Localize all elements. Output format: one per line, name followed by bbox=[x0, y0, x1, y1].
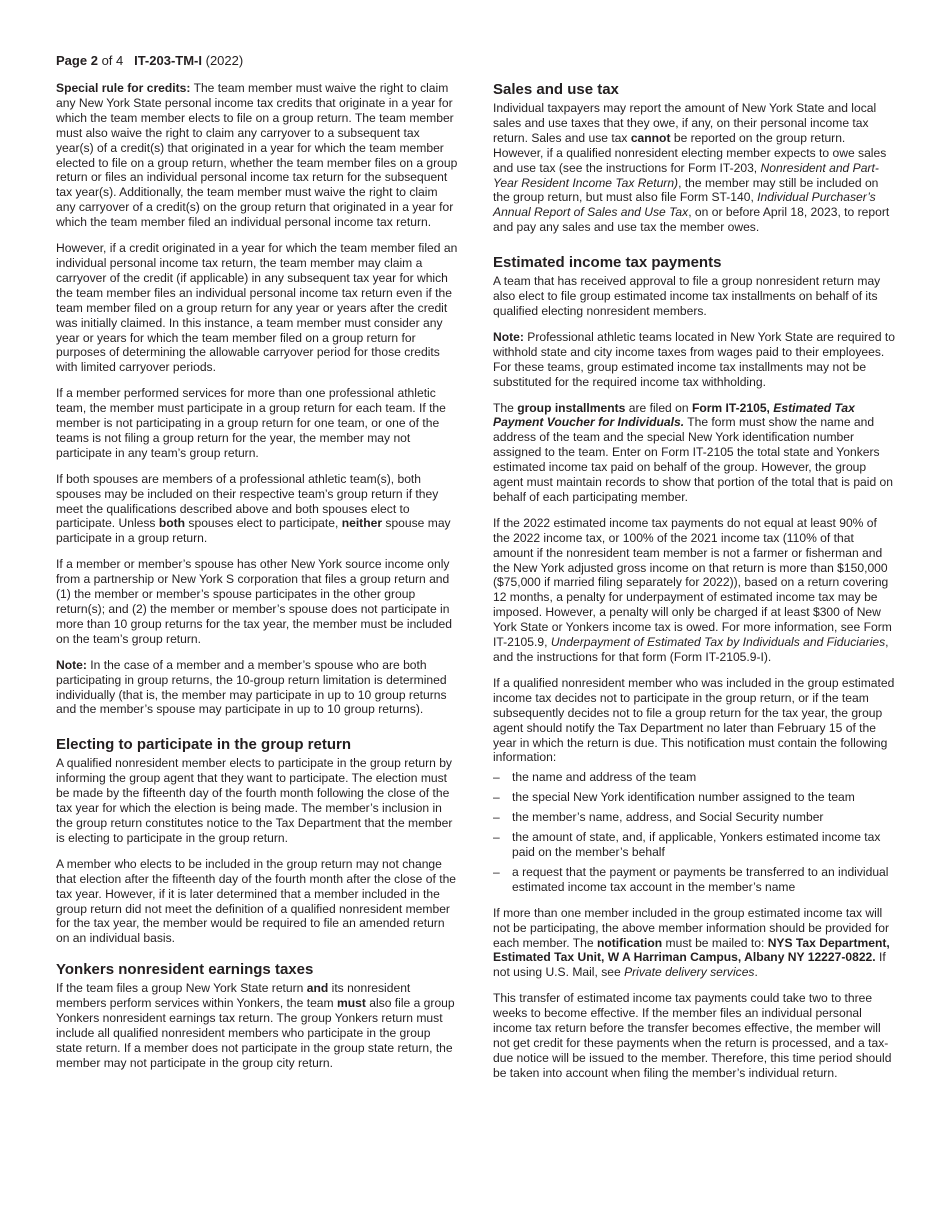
electing-paragraph-2: A member who elects to be included in the group return may not change that election after the fifteenth day of the fourth month after the close of the tax year. However, if it is later determined that a member included in the group return did not meet the definition of a qualified nonresident member for the tax year, the member would be required to file an amended return on an individual basis. bbox=[56, 856, 457, 946]
list-item: – the member’s name, address, and Social Security number bbox=[493, 810, 896, 825]
page-of: of 4 bbox=[101, 53, 124, 68]
other-source-paragraph: If a member or member’s spouse has other New York source income only from a partnership or New York S corporation that files a group return and (1) the member or member’s spouse participates in the other group return(s); and (2) the member or member’s spouse does not participate in more than 10 group returns for the tax year, the member must be included on the team’s group return. bbox=[56, 557, 452, 646]
page-label: Page bbox=[56, 53, 88, 68]
estimated-paragraph-1: A team that has received approval to file a group nonresident return may also elect to file group estimated income tax installments on behalf of its qualified electing nonresident members. bbox=[493, 274, 881, 318]
yonkers-paragraph: If the team files a group New York State return and its nonresident members perform services within Yonkers, the team must also file a group Yonkers nonresident earnings tax return. The group Yonkers return must include all qualified nonresident members who participate in the group state return. If a member does not participate in the group state return, the member may not participate in the group city return. bbox=[56, 981, 455, 1070]
list-item: – the amount of state, and, if applicable, Yonkers estimated income tax paid on the member’s behalf bbox=[493, 830, 896, 860]
mailing-paragraph: If more than one member included in the group estimated income tax will not be participating, the above member information should be provided for each member. The notification must be mailed to: NYS Tax Department, Estimated Tax Unit, W A Harriman Campus, Albany NY 12227-0822. If not using U.S. Mail, see Private delivery services. bbox=[493, 905, 890, 980]
spouses-paragraph: If both spouses are members of a professional athletic team(s), both spouses may be included on their respective team’s group return if they meet the qualifications described above and both spouses elect to participate. Unless both spouses elect to participate, neither spouse may participate in a group return. bbox=[56, 471, 451, 546]
list-item: – the name and address of the team bbox=[493, 770, 896, 785]
page-number: 2 bbox=[90, 53, 98, 68]
estimated-heading: Estimated income tax payments bbox=[493, 254, 722, 272]
multiple-teams-paragraph: If a member performed services for more than one professional athletic team, the member must participate in a group return for each team. If the member is not participating in a group return for one team, or one of the teams is not filing a group return for the year, the member may not participate in any team’s group return. bbox=[56, 386, 446, 460]
sales-paragraph: Individual taxpayers may report the amount of New York State and local sales and use taxes that they owe, if any, on their personal income tax return. Sales and use tax cannot be reported on the group return. However, if a qualified nonresident electing member expects to owe sales and use tax (see the instructions for Form IT-203, Nonresident and Part-Year Resident Income Tax Return), the member may still be included on the group return, but must also file Form ST-140, Individual Purchaser’s Annual Report of Sales and Use Tax, on or before April 18, 2023, to report and pay any sales and use tax the member owes. bbox=[493, 101, 890, 235]
list-item: – the special New York identification number assigned to the team bbox=[493, 790, 896, 805]
credits-label: Special rule for credits: bbox=[56, 81, 191, 95]
credits-paragraph: Special rule for credits: The team member must waive the right to claim any New York State personal income tax credits that originate in a year for which the team member elects to file on a group return. The team member must also waive the right to claim any carryover to a subsequent tax year(s) of a credit(s) that originated in a year for which the team member elected to file on a group return, whether the team member files on a group return or files an individual personal income tax return for the subsequent tax year(s). Additionally, the team member must waive the right to claim any carryover of a credit(s) on the group return that originated in a year for which the team member filed an individual personal income tax return. bbox=[56, 81, 458, 230]
note-label: Note: bbox=[56, 657, 87, 672]
list-item: – a request that the payment or payments be transferred to an individual estimated income tax account in the member’s name bbox=[493, 865, 896, 895]
penalty-paragraph: If the 2022 estimated income tax payments do not equal at least 90% of the 2022 income tax, or 100% of the 2021 income tax (110% of that amount if the nonresident team member is not a farmer or fisherman and the New York adjusted gross income on that return is more than $150,000 ($75,000 if married filing separately for 2022)), based on a return covering 12 months, a penalty for underpayment of estimated income tax may be imposed. However, a penalty will only be charged if at least $300 of New York State or Yonkers income tax is owed. For more information, see Form IT-2105.9, Underpayment of Estimated Tax by Individuals and Fiduciaries, and the instructions for that form (Form IT-2105.9-I). bbox=[493, 515, 892, 664]
form-year: (2022) bbox=[205, 53, 244, 68]
private-delivery-reference: Private delivery services bbox=[624, 965, 755, 980]
mailing-address: NYS Tax Department, Estimated Tax Unit, W A Harriman Campus, Albany NY 12227-0822. bbox=[493, 935, 890, 965]
group-installments-paragraph: The group installments are filed on Form IT-2105, Estimated Tax Payment Voucher for Individuals. The form must show the name and address of the team and the special New York identification number assigned to the team. Enter on Form IT-2105 the total state and Yonkers estimated income tax paid on behalf of the group. However, the group agent must maintain records to show that portion of the total that is paid on behalf of each participating member. bbox=[493, 400, 893, 504]
notification-info-list bbox=[493, 770, 896, 894]
estimated-note-paragraph: Note: Professional athletic teams located in New York State are required to withhold state and city income taxes from wages paid to their employees. For these teams, group estimated income tax installments may not be substituted for the required income tax withholding. bbox=[493, 329, 895, 389]
electing-heading: Electing to participate in the group return bbox=[56, 736, 352, 754]
form-id: IT-203-TM-I bbox=[134, 53, 202, 68]
note-paragraph: Note: In the case of a member and a member’s spouse who are both participating in group returns, the 10-group return limitation is determined individually (that is, the member may participate in up to 10 group returns and the member’s spouse may participate in up to 10 group returns). bbox=[56, 657, 447, 717]
estimated-note-label: Note: bbox=[493, 329, 524, 344]
transfer-paragraph: This transfer of estimated income tax payments could take two to three weeks to become effective. If the member files an individual personal income tax return before the transfer becomes effective, the member will not get credit for these payments when the return is processed, and a tax-due notice will be issued to the member. Therefore, this time period should be taken into account when filing the member’s individual return. bbox=[493, 991, 892, 1080]
page-header bbox=[56, 53, 243, 68]
left-column bbox=[56, 81, 459, 1082]
electing-paragraph-1: A qualified nonresident member elects to participate in the group return by informing the group agent that they want to participate. The election must be made by the fifteenth day of the fourth month following the close of the tax year for which the election is being made. The member’s inclusion in the group return constitutes notice to the Tax Department that the member is electing to participate in the group return. bbox=[56, 756, 453, 845]
however-paragraph: However, if a credit originated in a year for which the team member filed an individual personal income tax return, the team member may claim a carryover of the credit (if applicable) in any subsequent tax year for which the team member files an individual personal income tax return even if the team member filed on a group return for any year or years after the credit was initially claimed. In this instance, a team member must consider any year or years for which the team member filed on a group return for purposes of determining the allowable carryover period for those credits with limited carryover periods. bbox=[56, 241, 458, 375]
notify-paragraph: If a qualified nonresident member who was included in the group estimated income tax decides not to participate in the group return, or if the team subsequently decides not to file a group return for the tax year, the group agent should notify the Tax Department no later than February 15 of the year in which the return is due. This notification must contain the following information: bbox=[493, 675, 895, 765]
sales-heading: Sales and use tax bbox=[493, 81, 619, 98]
yonkers-heading: Yonkers nonresident earnings taxes bbox=[56, 961, 314, 979]
right-column bbox=[493, 81, 896, 1092]
